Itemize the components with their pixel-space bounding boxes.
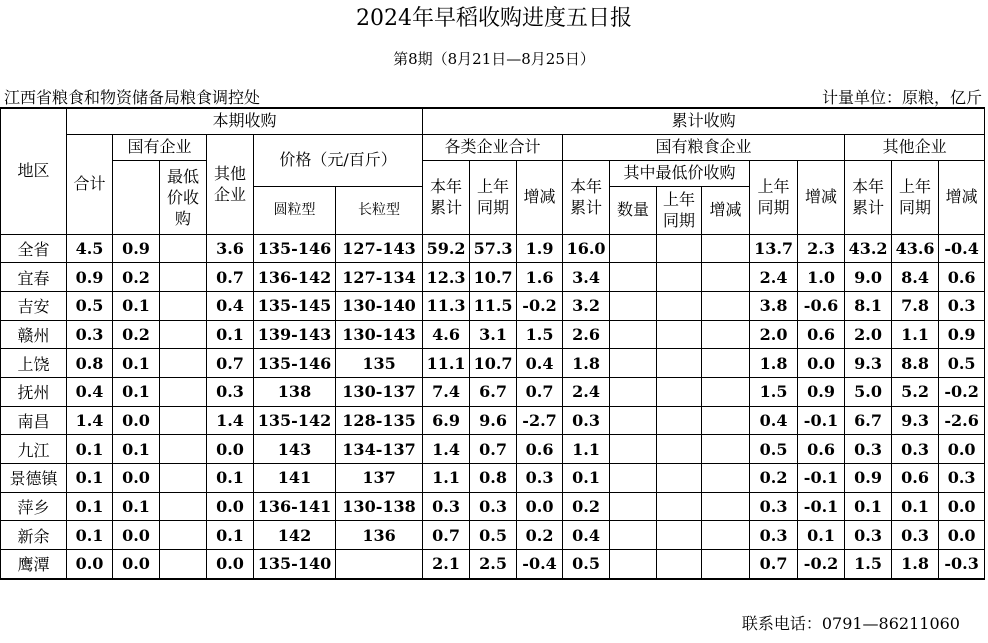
cell-region: 南昌 bbox=[1, 406, 67, 435]
cell-a-last: 3.1 bbox=[470, 320, 517, 349]
cell-a-this: 0.7 bbox=[423, 521, 470, 550]
header-state-change: 增减 bbox=[798, 160, 845, 234]
cell-m-chg bbox=[702, 464, 750, 493]
cell-m-last bbox=[657, 291, 702, 320]
cell-a-this: 11.3 bbox=[423, 291, 470, 320]
cell-a-chg: -0.2 bbox=[517, 291, 563, 320]
cell-long bbox=[336, 550, 423, 579]
cell-other: 0.3 bbox=[207, 377, 254, 406]
header-all-last-year: 上年同期 bbox=[470, 160, 517, 234]
cell-round: 142 bbox=[254, 521, 336, 550]
cell-region: 鹰潭 bbox=[1, 550, 67, 579]
header-min-last-year: 上年同期 bbox=[657, 186, 702, 234]
cell-minp bbox=[160, 406, 207, 435]
cell-o-chg: 0.0 bbox=[939, 435, 985, 464]
cell-long: 130-143 bbox=[336, 320, 423, 349]
issuing-organization: 江西省粮食和物资储备局粮食调控处 bbox=[4, 88, 261, 107]
cell-region: 宜春 bbox=[1, 263, 67, 292]
cell-s-chg: -0.1 bbox=[798, 492, 845, 521]
cell-a-chg: 0.2 bbox=[517, 521, 563, 550]
cell-state: 0.0 bbox=[113, 521, 160, 550]
cell-minp bbox=[160, 550, 207, 579]
cell-a-last: 0.5 bbox=[470, 521, 517, 550]
cell-m-qty bbox=[610, 349, 657, 378]
cell-o-last: 0.1 bbox=[892, 492, 939, 521]
cell-m-last bbox=[657, 234, 702, 263]
cell-a-this: 0.3 bbox=[423, 492, 470, 521]
cell-total: 0.1 bbox=[67, 435, 113, 464]
measurement-unit: 计量单位：原粮，亿斤 bbox=[821, 88, 982, 107]
cell-m-chg bbox=[702, 521, 750, 550]
header-long-grain: 长粒型 bbox=[336, 186, 423, 234]
cell-total: 0.1 bbox=[67, 492, 113, 521]
cell-s-this: 3.2 bbox=[563, 291, 610, 320]
cell-s-this: 0.5 bbox=[563, 550, 610, 579]
cell-o-last: 7.8 bbox=[892, 291, 939, 320]
cell-o-last: 5.2 bbox=[892, 377, 939, 406]
cell-state: 0.0 bbox=[113, 550, 160, 579]
cell-m-chg bbox=[702, 234, 750, 263]
cell-total: 1.4 bbox=[67, 406, 113, 435]
header-state-last-year: 上年同期 bbox=[750, 160, 798, 234]
cell-s-chg: -0.1 bbox=[798, 406, 845, 435]
cell-total: 0.8 bbox=[67, 349, 113, 378]
header-state-total bbox=[113, 160, 160, 234]
cell-o-chg: 0.0 bbox=[939, 492, 985, 521]
cell-s-this: 1.1 bbox=[563, 435, 610, 464]
cell-region: 全省 bbox=[1, 234, 67, 263]
cell-state: 0.2 bbox=[113, 263, 160, 292]
cell-s-last: 0.3 bbox=[750, 521, 798, 550]
header-price: 价格（元/百斤） bbox=[254, 134, 423, 186]
cell-a-chg: 0.3 bbox=[517, 464, 563, 493]
cell-s-this: 0.1 bbox=[563, 464, 610, 493]
cell-s-last: 0.2 bbox=[750, 464, 798, 493]
cell-o-this: 6.7 bbox=[845, 406, 892, 435]
cell-minp bbox=[160, 349, 207, 378]
cell-minp bbox=[160, 234, 207, 263]
cell-o-chg: -2.6 bbox=[939, 406, 985, 435]
cell-round: 143 bbox=[254, 435, 336, 464]
cell-round: 136-142 bbox=[254, 263, 336, 292]
header-min-change: 增减 bbox=[702, 186, 750, 234]
header-round-grain: 圆粒型 bbox=[254, 186, 336, 234]
cell-o-this: 0.1 bbox=[845, 492, 892, 521]
cell-long: 130-138 bbox=[336, 492, 423, 521]
cell-m-chg bbox=[702, 550, 750, 579]
table-row bbox=[1, 320, 985, 349]
cell-minp bbox=[160, 377, 207, 406]
cell-a-this: 2.1 bbox=[423, 550, 470, 579]
table-row bbox=[1, 464, 985, 493]
cell-m-chg bbox=[702, 263, 750, 292]
cell-m-last bbox=[657, 320, 702, 349]
cell-a-chg: 0.0 bbox=[517, 492, 563, 521]
cell-s-this: 0.3 bbox=[563, 406, 610, 435]
cell-m-qty bbox=[610, 234, 657, 263]
cell-s-this: 2.4 bbox=[563, 377, 610, 406]
cell-o-this: 1.5 bbox=[845, 550, 892, 579]
cell-minp bbox=[160, 435, 207, 464]
cell-o-chg: 0.3 bbox=[939, 291, 985, 320]
cell-o-chg: 0.6 bbox=[939, 263, 985, 292]
cell-minp bbox=[160, 320, 207, 349]
cell-a-last: 6.7 bbox=[470, 377, 517, 406]
header-other-this-year: 本年累计 bbox=[845, 160, 892, 234]
header-other-last-year: 上年同期 bbox=[892, 160, 939, 234]
cell-total: 0.1 bbox=[67, 521, 113, 550]
cell-o-this: 9.0 bbox=[845, 263, 892, 292]
header-other-change: 增减 bbox=[939, 160, 985, 234]
cell-m-chg bbox=[702, 435, 750, 464]
header-current-other: 其他企业 bbox=[207, 134, 254, 234]
cell-other: 0.0 bbox=[207, 492, 254, 521]
header-region: 地区 bbox=[1, 108, 67, 234]
cell-state: 0.0 bbox=[113, 406, 160, 435]
cell-round: 135-146 bbox=[254, 234, 336, 263]
cell-s-this: 2.6 bbox=[563, 320, 610, 349]
cell-state: 0.1 bbox=[113, 492, 160, 521]
table-row bbox=[1, 521, 985, 550]
cell-a-this: 7.4 bbox=[423, 377, 470, 406]
header-current-total: 合计 bbox=[67, 134, 113, 234]
cell-other: 0.4 bbox=[207, 291, 254, 320]
cell-region: 萍乡 bbox=[1, 492, 67, 521]
table-row bbox=[1, 349, 985, 378]
cell-region: 上饶 bbox=[1, 349, 67, 378]
cell-o-last: 8.8 bbox=[892, 349, 939, 378]
report-title: 2024年早稻收购进度五日报 bbox=[356, 6, 632, 31]
cell-region: 赣州 bbox=[1, 320, 67, 349]
cell-m-qty bbox=[610, 550, 657, 579]
cell-state: 0.1 bbox=[113, 435, 160, 464]
table-row bbox=[1, 435, 985, 464]
cell-o-last: 1.8 bbox=[892, 550, 939, 579]
report-subtitle: 第8期（8月21日—8月25日） bbox=[393, 50, 595, 68]
cell-minp bbox=[160, 291, 207, 320]
cell-o-last: 8.4 bbox=[892, 263, 939, 292]
cell-m-last bbox=[657, 492, 702, 521]
cell-s-last: 1.8 bbox=[750, 349, 798, 378]
cell-s-chg: 0.6 bbox=[798, 320, 845, 349]
cell-round: 138 bbox=[254, 377, 336, 406]
cell-state: 0.1 bbox=[113, 349, 160, 378]
cell-o-last: 1.1 bbox=[892, 320, 939, 349]
cell-s-chg: 0.0 bbox=[798, 349, 845, 378]
cell-o-last: 0.3 bbox=[892, 521, 939, 550]
header-all-enterprises: 各类企业合计 bbox=[423, 134, 563, 160]
header-other-enterprises: 其他企业 bbox=[845, 134, 985, 160]
cell-region: 抚州 bbox=[1, 377, 67, 406]
cell-total: 0.3 bbox=[67, 320, 113, 349]
cell-a-chg: 1.6 bbox=[517, 263, 563, 292]
cell-s-last: 0.3 bbox=[750, 492, 798, 521]
cell-round: 139-143 bbox=[254, 320, 336, 349]
cell-other: 0.1 bbox=[207, 464, 254, 493]
cell-long: 135 bbox=[336, 349, 423, 378]
cell-m-qty bbox=[610, 492, 657, 521]
cell-s-last: 0.7 bbox=[750, 550, 798, 579]
table-row bbox=[1, 263, 985, 292]
cell-state: 0.9 bbox=[113, 234, 160, 263]
header-cumulative: 累计收购 bbox=[423, 108, 985, 134]
cell-m-qty bbox=[610, 320, 657, 349]
cell-a-last: 10.7 bbox=[470, 263, 517, 292]
cell-other: 1.4 bbox=[207, 406, 254, 435]
cell-m-qty bbox=[610, 464, 657, 493]
cell-o-this: 0.3 bbox=[845, 435, 892, 464]
cell-long: 127-134 bbox=[336, 263, 423, 292]
cell-a-chg: -2.7 bbox=[517, 406, 563, 435]
cell-a-this: 1.4 bbox=[423, 435, 470, 464]
cell-round: 135-146 bbox=[254, 349, 336, 378]
cell-m-qty bbox=[610, 291, 657, 320]
cell-other: 0.1 bbox=[207, 521, 254, 550]
cell-s-chg: 0.1 bbox=[798, 521, 845, 550]
cell-a-last: 11.5 bbox=[470, 291, 517, 320]
cell-o-chg: 0.0 bbox=[939, 521, 985, 550]
cell-a-last: 10.7 bbox=[470, 349, 517, 378]
header-of-which-min: 其中最低价收购 bbox=[610, 160, 750, 186]
cell-m-last bbox=[657, 435, 702, 464]
header-state-this-year: 本年累计 bbox=[563, 160, 610, 234]
cell-other: 0.0 bbox=[207, 550, 254, 579]
cell-long: 130-140 bbox=[336, 291, 423, 320]
cell-long: 127-143 bbox=[336, 234, 423, 263]
cell-round: 135-142 bbox=[254, 406, 336, 435]
cell-s-this: 1.8 bbox=[563, 349, 610, 378]
cell-other: 0.7 bbox=[207, 349, 254, 378]
cell-o-this: 2.0 bbox=[845, 320, 892, 349]
table-row bbox=[1, 550, 985, 579]
cell-a-chg: 0.4 bbox=[517, 349, 563, 378]
cell-total: 0.5 bbox=[67, 291, 113, 320]
cell-m-chg bbox=[702, 492, 750, 521]
cell-m-qty bbox=[610, 435, 657, 464]
cell-a-last: 0.3 bbox=[470, 492, 517, 521]
table-row bbox=[1, 492, 985, 521]
cell-a-this: 4.6 bbox=[423, 320, 470, 349]
cell-m-qty bbox=[610, 263, 657, 292]
cell-minp bbox=[160, 263, 207, 292]
cell-total: 0.0 bbox=[67, 550, 113, 579]
cell-o-last: 43.6 bbox=[892, 234, 939, 263]
cell-s-chg: 0.6 bbox=[798, 435, 845, 464]
cell-other: 3.6 bbox=[207, 234, 254, 263]
header-state-owned: 国有企业 bbox=[113, 134, 207, 160]
cell-s-chg: -0.1 bbox=[798, 464, 845, 493]
cell-state: 0.1 bbox=[113, 377, 160, 406]
cell-s-last: 3.8 bbox=[750, 291, 798, 320]
cell-o-last: 0.6 bbox=[892, 464, 939, 493]
table-row bbox=[1, 234, 985, 263]
cell-m-qty bbox=[610, 377, 657, 406]
cell-s-last: 2.4 bbox=[750, 263, 798, 292]
cell-m-last bbox=[657, 377, 702, 406]
cell-o-last: 0.3 bbox=[892, 435, 939, 464]
header-min-price: 最低价收购 bbox=[160, 160, 207, 234]
cell-m-chg bbox=[702, 320, 750, 349]
cell-region: 新余 bbox=[1, 521, 67, 550]
cell-o-this: 8.1 bbox=[845, 291, 892, 320]
cell-long: 130-137 bbox=[336, 377, 423, 406]
cell-round: 135-145 bbox=[254, 291, 336, 320]
cell-o-this: 0.3 bbox=[845, 521, 892, 550]
cell-o-chg: 0.9 bbox=[939, 320, 985, 349]
cell-state: 0.1 bbox=[113, 291, 160, 320]
cell-total: 0.1 bbox=[67, 464, 113, 493]
cell-long: 134-137 bbox=[336, 435, 423, 464]
cell-s-last: 2.0 bbox=[750, 320, 798, 349]
cell-long: 128-135 bbox=[336, 406, 423, 435]
table-row bbox=[1, 291, 985, 320]
cell-a-chg: 0.6 bbox=[517, 435, 563, 464]
cell-other: 0.1 bbox=[207, 320, 254, 349]
cell-a-last: 0.7 bbox=[470, 435, 517, 464]
cell-s-chg: 1.0 bbox=[798, 263, 845, 292]
contact-phone: 联系电话：0791—86211060 bbox=[741, 614, 960, 633]
cell-other: 0.7 bbox=[207, 263, 254, 292]
cell-minp bbox=[160, 521, 207, 550]
cell-o-this: 9.3 bbox=[845, 349, 892, 378]
cell-a-chg: 1.5 bbox=[517, 320, 563, 349]
cell-m-chg bbox=[702, 406, 750, 435]
header-all-change: 增减 bbox=[517, 160, 563, 234]
cell-s-last: 13.7 bbox=[750, 234, 798, 263]
cell-minp bbox=[160, 464, 207, 493]
cell-m-last bbox=[657, 521, 702, 550]
cell-total: 4.5 bbox=[67, 234, 113, 263]
cell-total: 0.9 bbox=[67, 263, 113, 292]
cell-s-this: 0.2 bbox=[563, 492, 610, 521]
cell-a-this: 6.9 bbox=[423, 406, 470, 435]
cell-minp bbox=[160, 492, 207, 521]
cell-m-last bbox=[657, 406, 702, 435]
cell-s-last: 0.5 bbox=[750, 435, 798, 464]
cell-o-chg: -0.4 bbox=[939, 234, 985, 263]
header-state-grain: 国有粮食企业 bbox=[563, 134, 845, 160]
cell-s-chg: 2.3 bbox=[798, 234, 845, 263]
cell-a-chg: 0.7 bbox=[517, 377, 563, 406]
cell-m-last bbox=[657, 550, 702, 579]
cell-m-qty bbox=[610, 521, 657, 550]
cell-m-chg bbox=[702, 349, 750, 378]
cell-long: 137 bbox=[336, 464, 423, 493]
cell-other: 0.0 bbox=[207, 435, 254, 464]
cell-s-this: 16.0 bbox=[563, 234, 610, 263]
cell-a-this: 1.1 bbox=[423, 464, 470, 493]
cell-a-last: 57.3 bbox=[470, 234, 517, 263]
header-current-period: 本期收购 bbox=[67, 108, 423, 134]
table-row bbox=[1, 406, 985, 435]
cell-o-chg: 0.3 bbox=[939, 464, 985, 493]
header-all-this-year: 本年累计 bbox=[423, 160, 470, 234]
cell-s-last: 1.5 bbox=[750, 377, 798, 406]
table-body bbox=[1, 234, 985, 579]
cell-o-last: 9.3 bbox=[892, 406, 939, 435]
cell-region: 景德镇 bbox=[1, 464, 67, 493]
table-row bbox=[1, 377, 985, 406]
cell-o-this: 0.9 bbox=[845, 464, 892, 493]
cell-a-this: 12.3 bbox=[423, 263, 470, 292]
cell-state: 0.2 bbox=[113, 320, 160, 349]
cell-s-this: 3.4 bbox=[563, 263, 610, 292]
cell-a-last: 0.8 bbox=[470, 464, 517, 493]
cell-m-last bbox=[657, 464, 702, 493]
purchase-progress-table bbox=[0, 107, 985, 580]
cell-a-chg: -0.4 bbox=[517, 550, 563, 579]
cell-state: 0.0 bbox=[113, 464, 160, 493]
cell-s-chg: -0.6 bbox=[798, 291, 845, 320]
cell-region: 九江 bbox=[1, 435, 67, 464]
cell-m-last bbox=[657, 263, 702, 292]
cell-o-chg: -0.3 bbox=[939, 550, 985, 579]
cell-a-last: 2.5 bbox=[470, 550, 517, 579]
cell-s-chg: 0.9 bbox=[798, 377, 845, 406]
cell-o-this: 43.2 bbox=[845, 234, 892, 263]
cell-m-last bbox=[657, 349, 702, 378]
cell-s-this: 0.4 bbox=[563, 521, 610, 550]
cell-o-this: 5.0 bbox=[845, 377, 892, 406]
cell-long: 136 bbox=[336, 521, 423, 550]
cell-o-chg: 0.5 bbox=[939, 349, 985, 378]
cell-round: 136-141 bbox=[254, 492, 336, 521]
cell-a-chg: 1.9 bbox=[517, 234, 563, 263]
cell-total: 0.4 bbox=[67, 377, 113, 406]
cell-region: 吉安 bbox=[1, 291, 67, 320]
cell-round: 135-140 bbox=[254, 550, 336, 579]
cell-round: 141 bbox=[254, 464, 336, 493]
cell-s-chg: -0.2 bbox=[798, 550, 845, 579]
cell-o-chg: -0.2 bbox=[939, 377, 985, 406]
cell-s-last: 0.4 bbox=[750, 406, 798, 435]
cell-a-this: 11.1 bbox=[423, 349, 470, 378]
cell-m-chg bbox=[702, 377, 750, 406]
header-min-quantity: 数量 bbox=[610, 186, 657, 234]
cell-a-last: 9.6 bbox=[470, 406, 517, 435]
cell-m-chg bbox=[702, 291, 750, 320]
cell-a-this: 59.2 bbox=[423, 234, 470, 263]
cell-m-qty bbox=[610, 406, 657, 435]
